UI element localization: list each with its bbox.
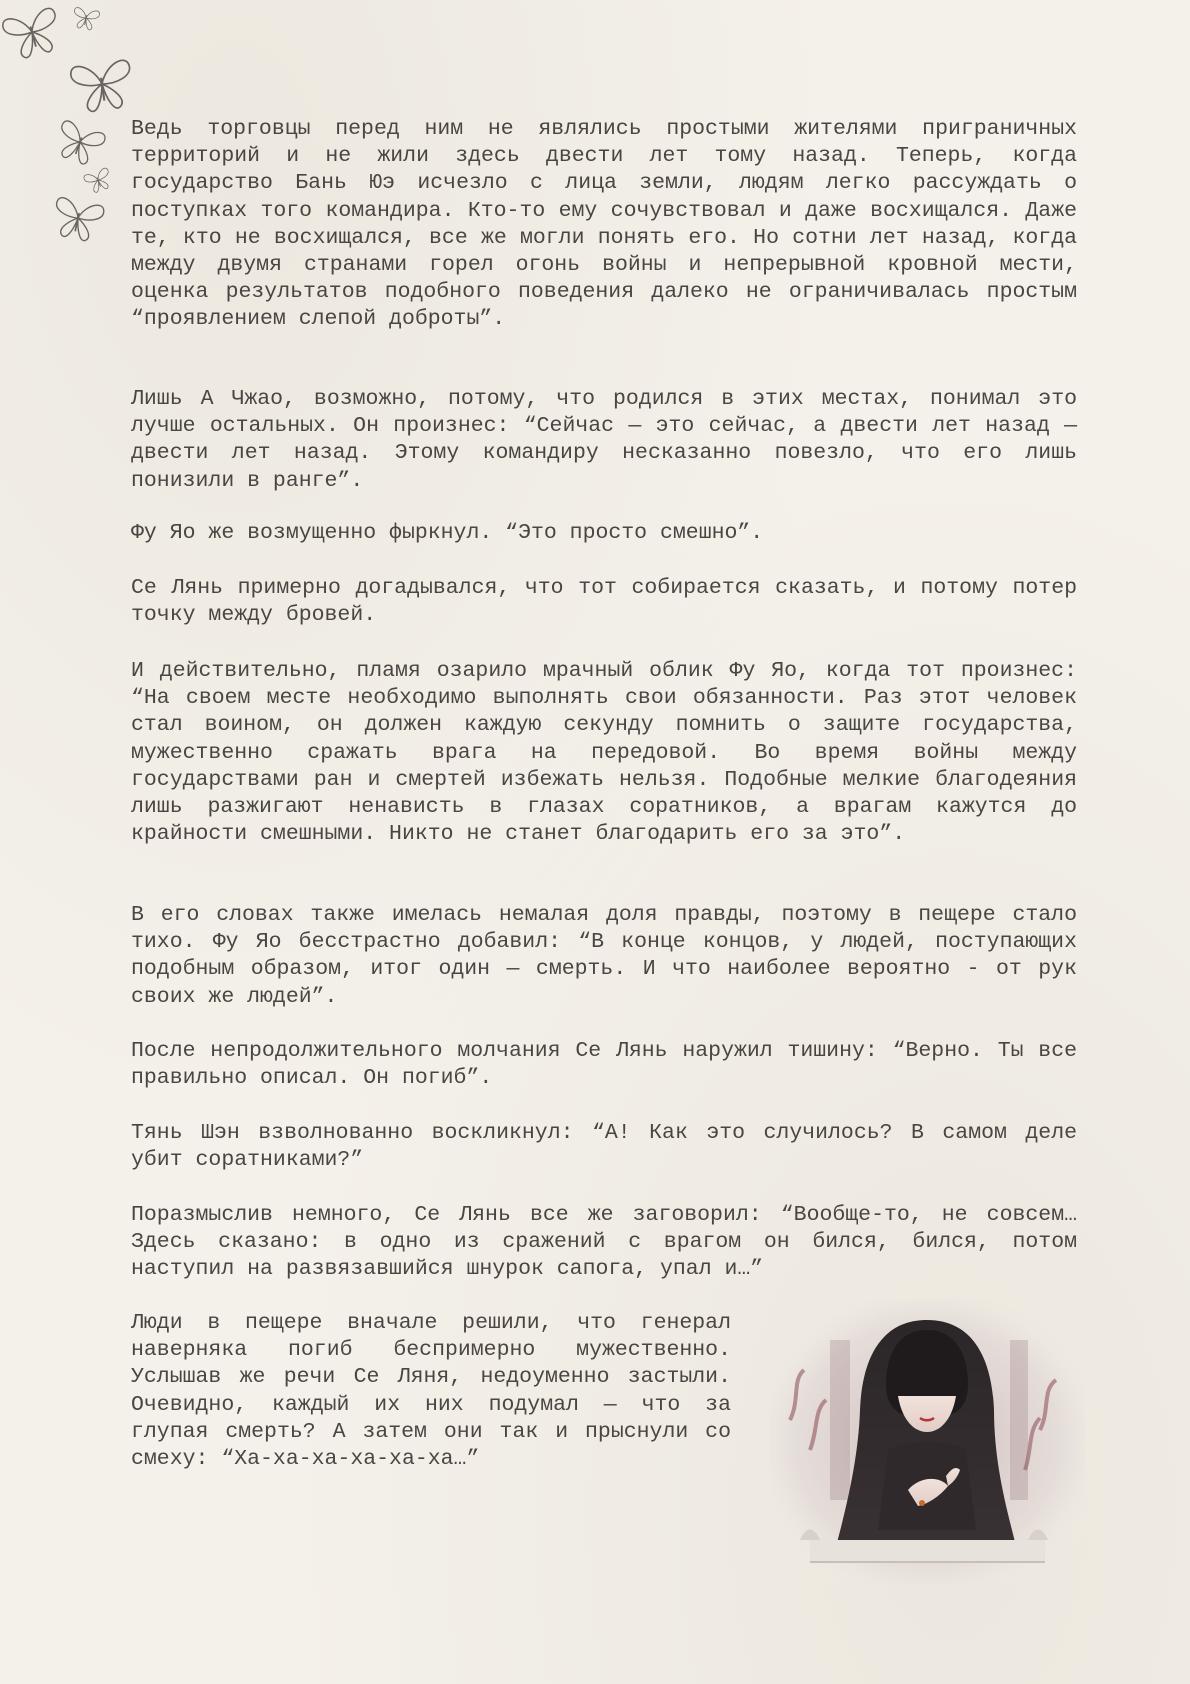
- paragraph: И действительно, пламя озарило мрачный облик Фу Яо, когда тот произнес: “На своем месте необходимо выполнять свои обязанности. Раз этот человек стал воином, он должен каждую секунду помнить о защите государства, мужественно сражать врага на передовой. Во время войны между государствами ран и смертей избежать нельзя. Подобные мелкие благодеяния лишь разжигают ненависть в глазах соратников, а врагам кажутся до крайности смешными. Никто не станет благодарить его за это”.: [131, 659, 1077, 847]
- paragraph: После непродолжительного молчания Се Лянь наружил тишину: “Верно. Ты все правильно описал. Он погиб”.: [131, 1039, 1077, 1091]
- paragraph: Поразмыслив немного, Се Лянь все же заговорил: “Вообще-то, не совсем… Здесь сказано: в одно из сражений с врагом он бился, бился, потом наступил на развязавшийся шнурок сапога, упал и…”: [131, 1203, 1077, 1282]
- paragraph: В его словах также имелась немалая доля правды, поэтому в пещере стало тихо. Фу Яо бесстрастно добавил: “В конце концов, у людей, поступающих подобным образом, итог один — смерть. И что наиболее вероятно - от рук своих же людей”.: [131, 903, 1077, 1009]
- paragraph: Се Лянь примерно догадывался, что тот собирается сказать, и потому потер точку между бровей.: [131, 576, 1077, 628]
- paragraph: Ведь торговцы перед ним не являлись простыми жителями приграничных территорий и не жили здесь двести лет тому назад. Теперь, когда государство Бань Юэ исчезло с лица земли, людям легко рассуждать о поступках того командира. Кто-то ему сочувствовал и даже восхищался. Даже те, кто не восхищался, все же могли понять его. Но сотни лет назад, когда между двумя странами горел огонь войны и непрерывной кровной мести, оценка результатов подобного поведения далеко не ограничивалась простым “проявлением слепой доброты”.: [131, 117, 1077, 332]
- paragraph: Лишь А Чжао, возможно, потому, что родился в этих местах, понимал это лучше остальных. Он произнес: “Сейчас — это сейчас, а двести лет назад — двести лет назад. Этому командиру несказанно повезло, что его лишь понизили в ранге”.: [131, 387, 1077, 493]
- veiled-figure-illustration: [770, 1300, 1085, 1585]
- butterflies-icon: [0, 0, 150, 260]
- paragraph: Тянь Шэн взволнованно воскликнул: “А! Как это случилось? В самом деле убит соратниками?”: [131, 1121, 1077, 1173]
- paragraph: Люди в пещере вначале решили, что генерал наверняка погиб беспримерно мужественно. Услышав же речи Се Ляня, недоуменно застыли. Очевидно, каждый их них подумал — что за глупая смерть? А затем они так и прыснули со смеху: “Ха-ха-ха-ха-ха-ха…”: [131, 1311, 731, 1472]
- paragraph: Фу Яо же возмущенно фыркнул. “Это просто смешно”.: [131, 521, 764, 545]
